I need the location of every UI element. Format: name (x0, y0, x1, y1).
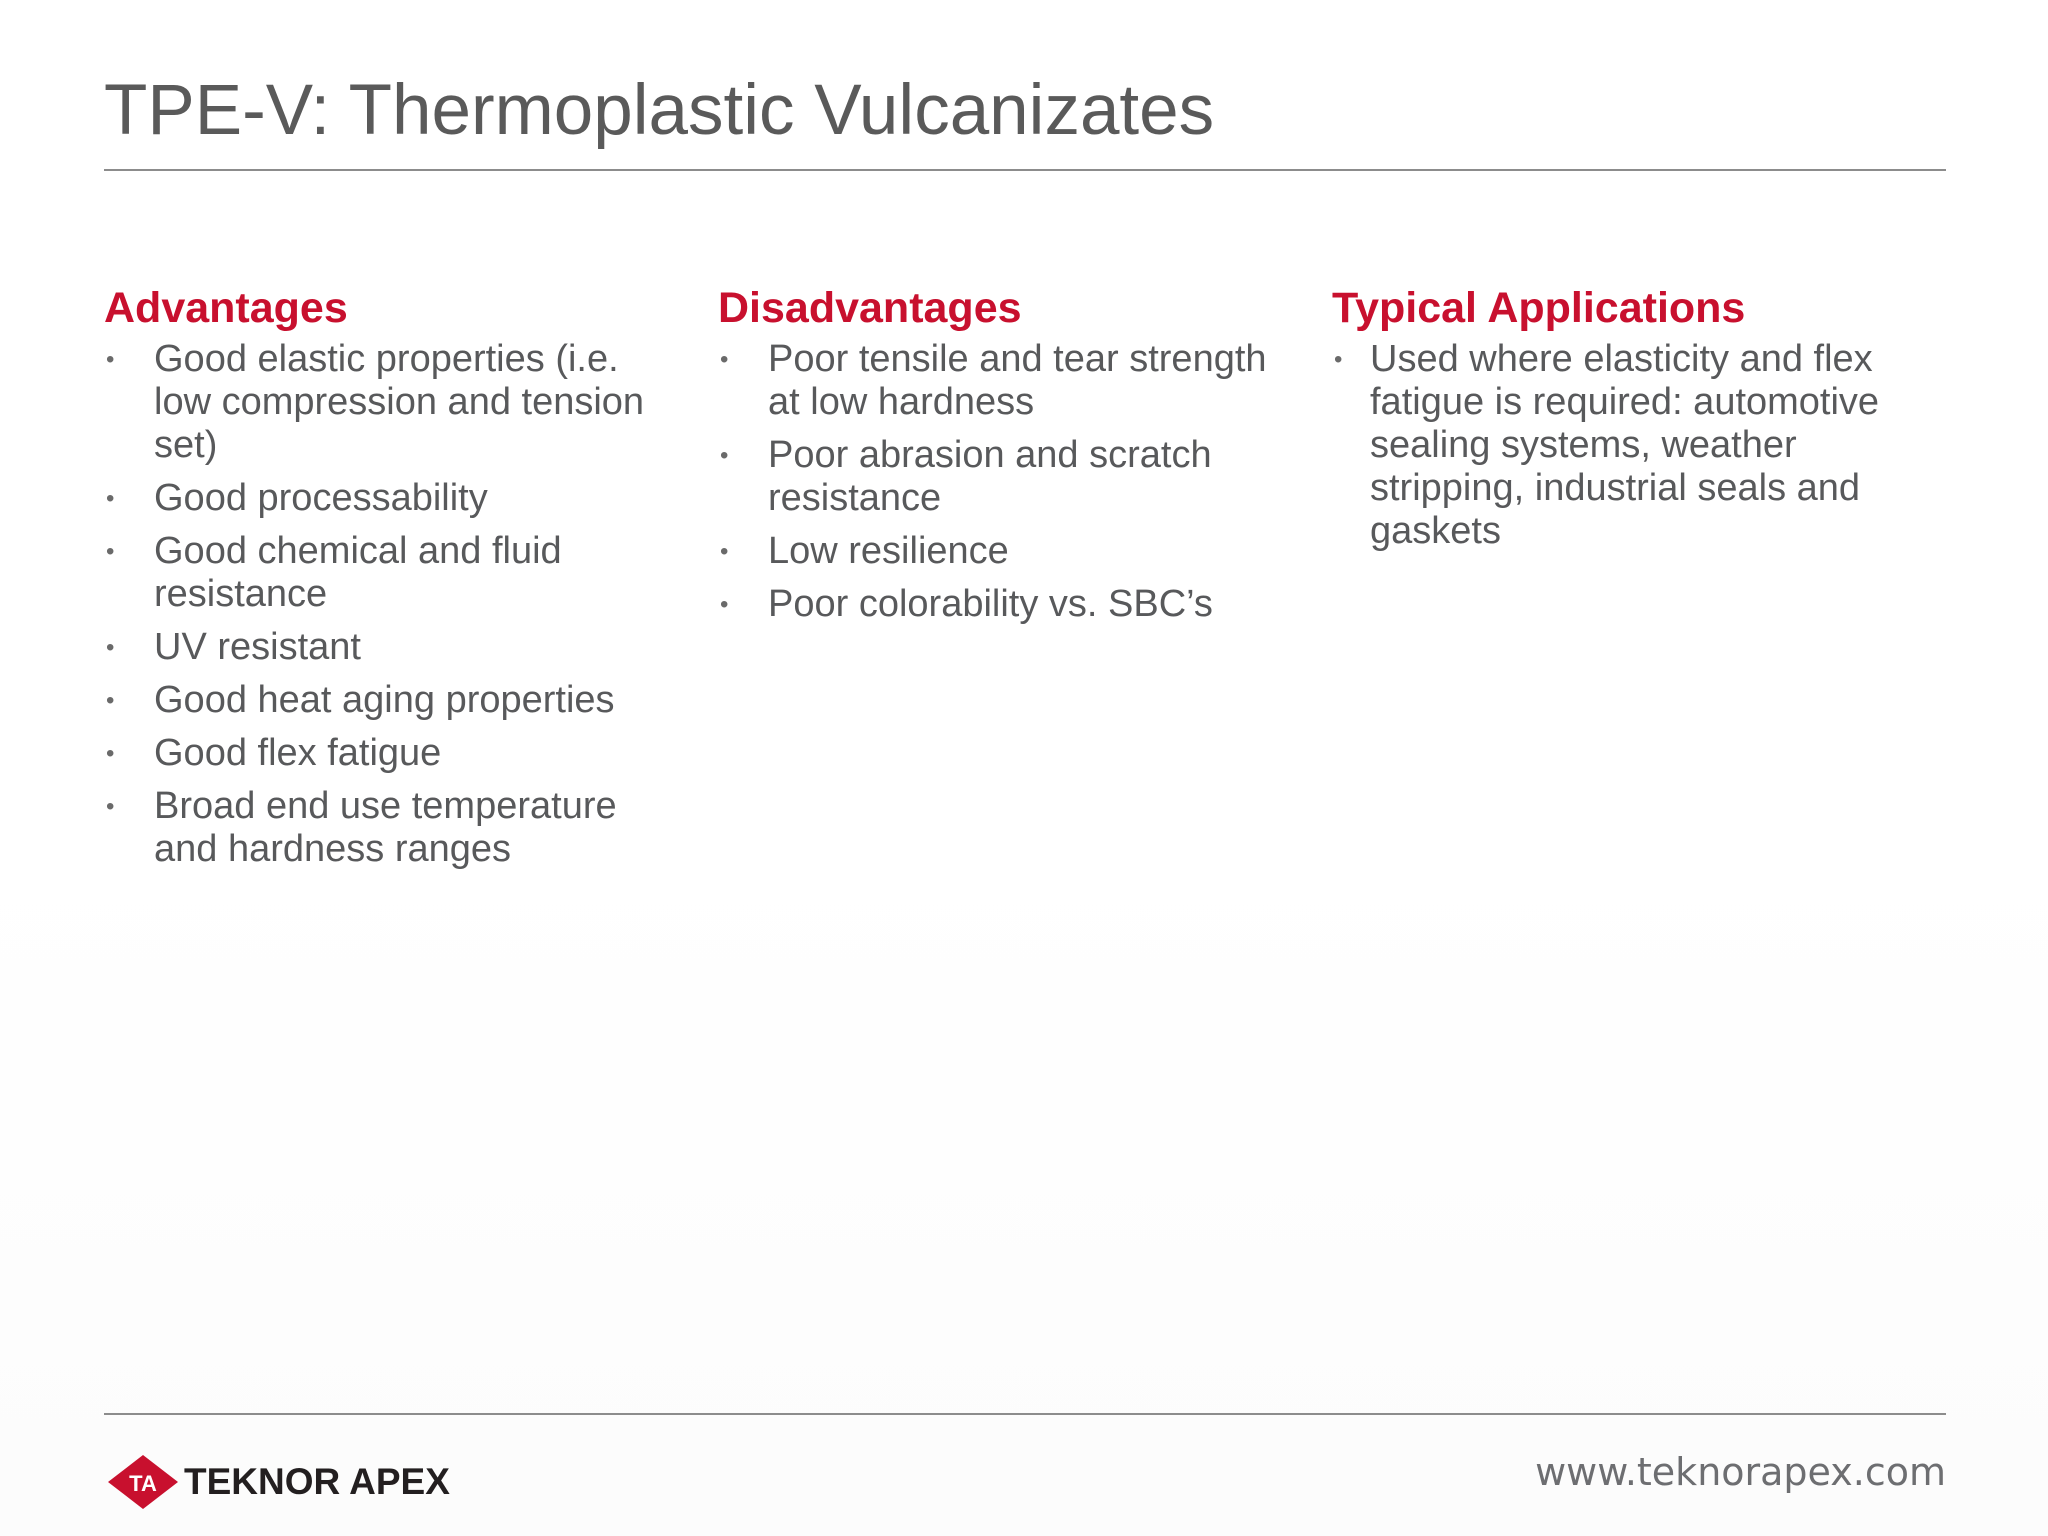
teknor-apex-logo (106, 1452, 450, 1512)
list-item: • Poor tensile and tear strength at low hardness (720, 338, 1267, 423)
bullet-icon: • (106, 634, 115, 661)
footer-divider (104, 1413, 1946, 1415)
bullet-icon: • (106, 793, 115, 820)
list-item: • Good flex fatigue (106, 732, 442, 774)
bullet-icon: • (1334, 346, 1343, 373)
bullet-icon: • (106, 740, 115, 767)
list-item: • UV resistant (106, 626, 361, 668)
applications-list (1332, 338, 1912, 553)
website-url: www.teknorapex.com (1535, 1450, 1946, 1494)
applications-column (1332, 280, 1912, 563)
bullet-icon: • (106, 687, 115, 714)
disadvantages-column (718, 280, 1278, 636)
bullet-icon: • (720, 346, 729, 373)
bullet-icon: • (106, 485, 115, 512)
bullet-icon: • (106, 346, 115, 373)
list-item: • Good heat aging properties (106, 679, 615, 721)
advantages-heading: Advantages (104, 284, 348, 332)
logo-text: TEKNOR APEX (184, 1461, 450, 1502)
list-item: • Poor colorability vs. SBC’s (720, 583, 1213, 625)
list-item: • Broad end use temperature and hardness ranges (106, 785, 617, 870)
title-divider (104, 169, 1946, 171)
bullet-icon: • (720, 591, 729, 618)
bullet-icon: • (106, 538, 115, 565)
list-item: • Poor abrasion and scratch resistance (720, 434, 1212, 519)
bullet-icon: • (720, 538, 729, 565)
svg-text:TA: TA (129, 1471, 157, 1496)
disadvantages-heading: Disadvantages (718, 284, 1022, 332)
list-item: • Good processability (106, 477, 488, 519)
list-item: • Low resilience (720, 530, 1009, 572)
disadvantages-list (718, 338, 1278, 626)
applications-heading: Typical Applications (1332, 284, 1746, 332)
list-item: • Used where elasticity and flex fatigue is required: automotive sealing systems, weather stripping, industrial seals and gaskets (1334, 338, 1880, 552)
list-item: • Good chemical and fluid resistance (106, 530, 562, 615)
advantages-list (104, 338, 664, 871)
slide-title: TPE-V: Thermoplastic Vulcanizates (104, 71, 1215, 150)
bullet-icon: • (720, 442, 729, 469)
list-item: • Good elastic properties (i.e. low compression and tension set) (106, 338, 645, 466)
logo-diamond-icon (106, 1453, 180, 1511)
advantages-column (104, 280, 664, 881)
